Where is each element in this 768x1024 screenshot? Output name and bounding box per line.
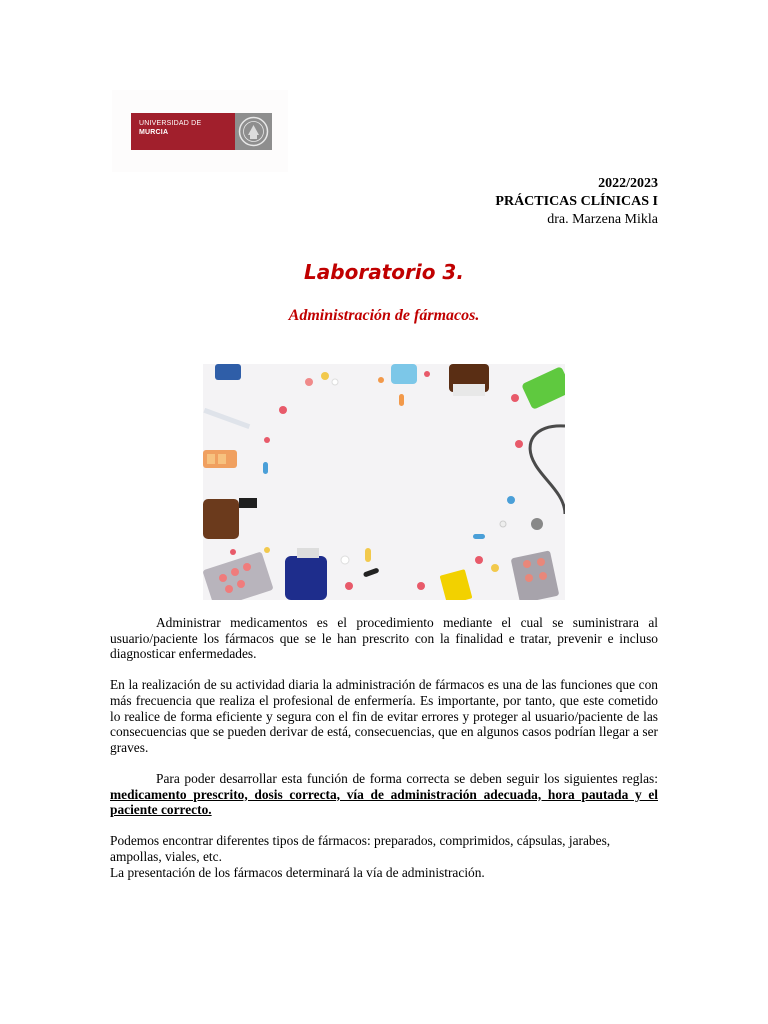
medicines-photo [203,364,565,600]
logo-line-1: UNIVERSIDAD DE [139,120,202,127]
paragraph-3 [110,771,658,818]
paragraph-2: En la realización de su actividad diaria la administración de fármacos es una de las funciones que con más frecuencia que realiza el profesional de enfermería. Es importante, por tanto, que este cometido lo realice de forma eficiente y segura con el fin de evitar errores y proteger al usuario/paciente de las consecuencias que se pueden derivar de está, consecuencias, que en algunos casos podrían llegar a ser graves. [110,677,658,755]
document-header [495,175,658,229]
document-title: Laboratorio 3. [304,260,464,284]
academic-year: 2022/2023 [598,176,658,191]
university-logo [131,113,272,150]
paragraph-4-line-2: La presentación de los fármacos determinará la vía de administración. [110,864,485,880]
paragraph-3-intro: Para poder desarrollar esta función de forma correcta se deben seguir los siguientes reglas: [156,770,658,786]
paragraph-3-rules: medicamento prescrito, dosis correcta, vía de administración adecuada, hora pautada y el paciente correcto. [110,786,658,818]
logo-text [139,119,234,137]
document-subtitle: Administración de fármacos. [288,307,480,324]
body-text [110,615,658,896]
paragraph-4-line-1: Podemos encontrar diferentes tipos de fármacos: preparados, comprimidos, cápsulas, jarabes, ampollas, viales, etc. [110,833,611,864]
course-name: PRÁCTICAS CLÍNICAS I [495,194,658,209]
paragraph-4 [110,833,658,880]
logo-area [112,90,288,172]
university-seal-icon [235,113,272,150]
logo-line-2: MURCIA [139,129,169,136]
teacher-name: dra. Marzena Mikla [547,212,658,227]
paragraph-1: Administrar medicamentos es el procedimiento mediante el cual se suministrara al usuario/paciente los fármacos que se le han prescrito con la finalidad e tratar, prevenir e incluso diagnosticar enfermedades. [110,615,658,662]
